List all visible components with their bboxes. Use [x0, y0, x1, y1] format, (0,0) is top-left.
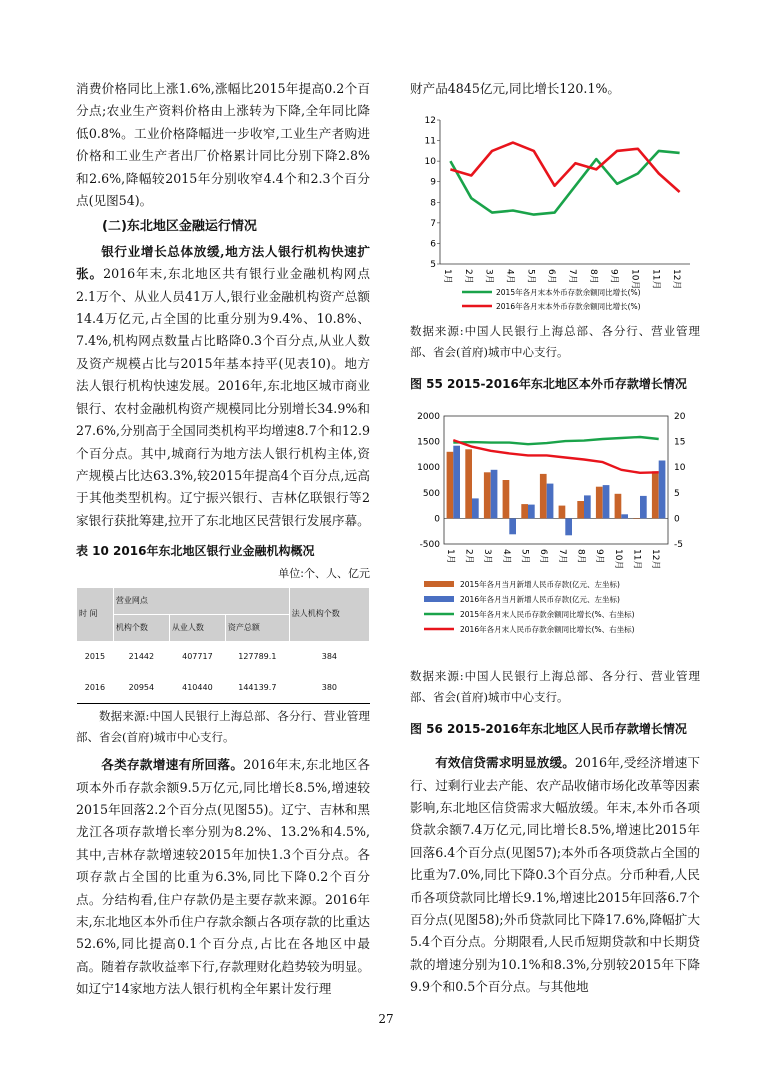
- x-tick-label: 10月: [629, 269, 640, 290]
- y-tick-label: 1500: [417, 437, 440, 448]
- cell-assets: 127789.1: [238, 652, 277, 662]
- left-column: [76, 78, 370, 1001]
- x-tick-label: 6月: [546, 269, 557, 285]
- header-count: 机构个数: [113, 614, 169, 641]
- x-tick-label: 1月: [441, 269, 452, 285]
- table-row: [77, 673, 370, 704]
- y-tick-label: 9: [430, 178, 436, 189]
- bar: [472, 498, 479, 518]
- bar: [603, 485, 610, 518]
- bar: [547, 483, 554, 518]
- header-staff: 从业人数: [169, 614, 225, 641]
- bar: [528, 504, 535, 518]
- table-caption: 表 10 2016年东北地区银行业金融机构概况: [76, 544, 315, 559]
- header-time: 时 间: [77, 587, 114, 642]
- y-tick-label: 8: [430, 198, 436, 209]
- x-tick-label: 6月: [538, 548, 549, 564]
- x-tick-label: 5月: [519, 548, 530, 564]
- table-source: 数据来源:中国人民银行上海总部、各分行、营业管理部、省会(首府)城市中心支行。: [76, 709, 370, 745]
- cell-year: 2016: [84, 682, 106, 692]
- x-tick-label: 8月: [587, 269, 598, 285]
- bar: [565, 518, 572, 535]
- cell-count: 21442: [128, 652, 155, 662]
- figure-55-source: 数据来源:中国人民银行上海总部、各分行、营业管理部、省会(首府)城市中心支行。: [410, 324, 700, 360]
- plot-frame: [444, 416, 668, 544]
- paragraph: [76, 241, 370, 532]
- paragraph-body: 2016年末,东北地区共有银行业金融机构网点2.1万个、从业人员41万人,银行业金融机构资产总额14.4万亿元,占全国的比重分别为9.4%、10.8%、7.4%,机构网点数量占比略降0.3个百分点,从业人数及资产规模占比与2015年基本持平(见表10)。地方法人银行机构快速发展。2016年,东北地区城市商业银行、农村金融机构资产规模同比分别增长34.9%和27.6%,分别高于全国同类机构平均增速8.7个和12.9个百分点。其中,城商行为地方法人银行机构主体,资产规模占比达63.3%,较2015年提高4个百分点,远高于其他类型机构。辽宁振兴银行、吉林亿联银行等2家银行获批筹建,拉开了东北地区民营银行发展序幕。: [76, 266, 371, 528]
- figure-55-caption: 图 55 2015-2016年东北地区本外币存款增长情况: [410, 377, 687, 392]
- bar: [640, 496, 647, 519]
- figure-56-source: 数据来源:中国人民银行上海总部、各分行、营业管理部、省会(首府)城市中心支行。: [410, 668, 700, 704]
- y-tick-label: 7: [430, 219, 436, 230]
- series-line: [453, 440, 658, 473]
- paragraph-lead: 有效信贷需求明显放缓。: [435, 755, 575, 771]
- bar: [447, 452, 454, 519]
- y-tick-label: 12: [424, 116, 436, 127]
- bar: [453, 446, 460, 519]
- paragraph: [76, 754, 370, 1000]
- y2-tick-label: 20: [674, 411, 686, 422]
- x-tick-label: 4月: [500, 548, 511, 564]
- y-tick-label: 500: [422, 488, 440, 499]
- bar: [577, 501, 584, 518]
- paragraph: [410, 752, 700, 998]
- cell-legal: 384: [321, 652, 338, 662]
- x-tick-label: 8月: [575, 548, 586, 564]
- x-tick-label: 9月: [594, 548, 605, 564]
- cell-legal: 380: [321, 682, 338, 692]
- x-tick-label: 3月: [483, 269, 494, 285]
- page-number: 27: [378, 1012, 394, 1026]
- header-assets: 资产总额: [225, 614, 289, 641]
- x-tick-label: 10月: [612, 548, 623, 570]
- paragraph-lead: 各类存款增速有所回落。: [101, 757, 244, 773]
- y-tick-label: 0: [434, 514, 440, 525]
- table-row: [77, 642, 370, 673]
- x-tick-label: 1月: [444, 548, 455, 564]
- bar: [540, 474, 547, 519]
- figure-56-chart: [410, 408, 700, 666]
- y-tick-label: 2000: [417, 411, 440, 422]
- bar: [465, 449, 472, 518]
- y-tick-label: 6: [430, 239, 436, 250]
- x-tick-label: 7月: [566, 269, 577, 285]
- x-tick-label: 3月: [482, 548, 493, 564]
- bar: [484, 472, 491, 518]
- paragraph: 消费价格同比上涨1.6%,涨幅比2015年提高0.2个百分点;农业生产资料价格由上涨转为下降,全年同比降低0.8%。工业价格降幅进一步收窄,工业生产者购进价格和工业生产者出厂价格累计同比分别下降2.8%和2.6%,降幅较2015年分别收窄4.4个和2.3个百分点(见图54)。: [76, 81, 370, 209]
- cell-count: 20954: [128, 682, 155, 692]
- cell-staff: 407717: [182, 652, 213, 662]
- bar: [596, 487, 603, 519]
- x-tick-label: 9月: [608, 269, 619, 285]
- x-tick-label: 11月: [631, 548, 642, 570]
- x-tick-label: 4月: [504, 269, 515, 285]
- paragraph-lead: 银行业增长总体放缓,地方法人银行机构快速扩张。: [76, 243, 370, 282]
- x-tick-label: 5月: [525, 269, 536, 285]
- y2-tick-label: 5: [674, 488, 680, 499]
- bar: [503, 480, 510, 518]
- paragraph: 财产品4845亿元,同比增长120.1%。: [410, 81, 621, 96]
- bar: [633, 518, 640, 519]
- x-tick-label: 2月: [462, 269, 473, 285]
- y-tick-label: 5: [430, 260, 436, 271]
- y-tick-label: 10: [424, 157, 436, 168]
- legend-label: 2015年各月当月新增人民币存款(亿元、左坐标): [460, 579, 620, 589]
- y2-tick-label: -5: [674, 539, 683, 550]
- bar: [584, 495, 591, 518]
- y-tick-label: 11: [424, 136, 436, 147]
- bar: [621, 514, 628, 518]
- bank-institutions-table: [76, 587, 370, 705]
- x-tick-label: 2月: [463, 548, 474, 564]
- bar: [652, 471, 659, 518]
- bar: [521, 504, 528, 518]
- y2-tick-label: 10: [674, 463, 686, 474]
- legend-label: 2016年各月末本外币存款余额同比增长(%): [496, 302, 641, 312]
- figure-56-caption: 图 56 2015-2016年东北地区人民币存款增长情况: [410, 721, 687, 736]
- y-tick-label: -500: [419, 539, 440, 550]
- x-tick-label: 12月: [671, 269, 682, 290]
- legend-swatch: [424, 596, 454, 602]
- legend-label: 2016年各月当月新增人民币存款(亿元、左坐标): [460, 594, 620, 604]
- bar: [559, 505, 566, 518]
- figure-55-chart: [410, 106, 700, 321]
- cell-staff: 410440: [182, 682, 213, 692]
- legend-label: 2015年各月末本外币存款余额同比增长(%): [496, 288, 641, 298]
- y-tick-label: 1000: [417, 463, 440, 474]
- header-branches: 营业网点: [113, 587, 289, 614]
- section-title: (二)东北地区金融运行情况: [102, 219, 257, 235]
- x-tick-label: 7月: [556, 548, 567, 564]
- y2-tick-label: 0: [674, 514, 680, 525]
- y2-tick-label: 15: [674, 437, 686, 448]
- x-tick-label: 11月: [650, 269, 661, 290]
- legend-label: 2016年各月末人民币存款余额同比增长(%、右坐标): [460, 624, 635, 634]
- legend-swatch: [424, 581, 454, 587]
- paragraph-body: 2016年末,东北地区各项本外币存款余额9.5万亿元,同比增长8.5%,增速较2015年回落2.2个百分点(见图55)。辽宁、吉林和黑龙江各项存款增长率分别为8.2%、13.2%和4.5%,其中,吉林存款增速较2015年加快1.3个百分点。各项存款占全国的比重为6.3%,同比下降0.2个百分点。分结构看,住户存款仍是主要存款来源。2016年末,东北地区本外币住户存款余额占各项存款的比重达52.6%,同比提高0.1个百分点,占比在各地区中最高。随着存款收益率下行,存款理财化趋势较为明显。如辽宁14家地方法人银行机构全年累计发行理: [76, 757, 371, 997]
- header-legal-entities: 法人机构个数: [289, 587, 369, 642]
- bar: [659, 460, 666, 518]
- series-line: [453, 437, 658, 444]
- right-column: [410, 78, 700, 999]
- paragraph-body: 2016年,受经济增速下行、过剩行业去产能、农产品收储市场化改革等因素影响,东北地区信贷需求大幅放缓。年末,本外币各项贷款余额7.4万亿元,同比增长8.5%,增速比2015年回落6.4个百分点(见图57);本外币各项贷款占全国的比重为7.0%,同比下降0.3个百分点。分币种看,人民币各项贷款同比增长9.1%,增速比2015年回落6.7个百分点(见图58);外币贷款同比下降17.6%,降幅扩大5.4个百分点。分期限看,人民币短期贷款和中长期贷款的增速分别为10.1%和8.3%,分别较2015年下降9.9个和0.5个百分点。与其他地: [410, 755, 700, 995]
- bar: [491, 470, 498, 519]
- table-unit: 单位:个、人、亿元: [278, 566, 370, 580]
- legend-label: 2015年各月末人民币存款余额同比增长(%、右坐标): [460, 609, 635, 619]
- cell-year: 2015: [84, 652, 106, 662]
- cell-assets: 144139.7: [238, 682, 277, 692]
- bar: [615, 494, 622, 519]
- bar: [509, 518, 516, 534]
- x-tick-label: 12月: [650, 548, 661, 570]
